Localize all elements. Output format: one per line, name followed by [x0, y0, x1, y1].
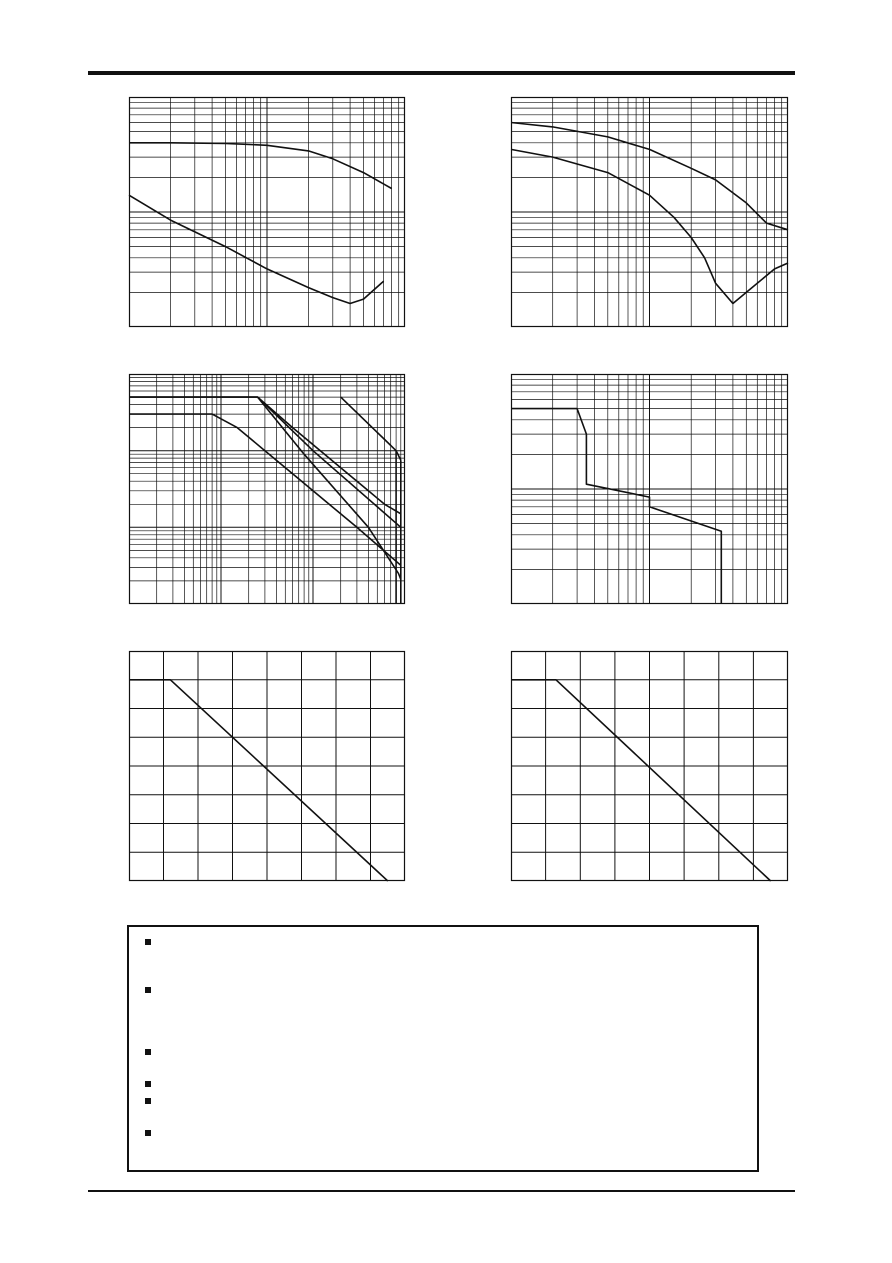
note-bullet-5 [145, 1098, 151, 1104]
note-bullet-2 [145, 987, 151, 993]
chart-grid [511, 651, 788, 881]
note-bullet-6 [145, 1130, 151, 1136]
chart-6 [511, 651, 788, 881]
series-line-2 [129, 195, 384, 303]
chart-4 [511, 374, 788, 604]
note-bullet-3 [145, 1049, 151, 1055]
chart-1 [129, 97, 405, 327]
notes-box [127, 925, 759, 1172]
chart-2 [511, 97, 788, 327]
series-line-1 [129, 143, 392, 189]
note-bullet-1 [145, 939, 151, 945]
series-line-1 [129, 680, 388, 881]
chart-grid [129, 97, 405, 327]
chart-grid [129, 651, 405, 881]
footer-rule [88, 1190, 795, 1192]
chart-5 [129, 651, 405, 881]
note-bullet-4 [145, 1081, 151, 1087]
series-line-1 [511, 680, 771, 881]
series-line-4 [258, 397, 401, 514]
series-line-1 [511, 409, 721, 604]
chart-3 [129, 374, 405, 604]
header-rule [88, 71, 795, 75]
